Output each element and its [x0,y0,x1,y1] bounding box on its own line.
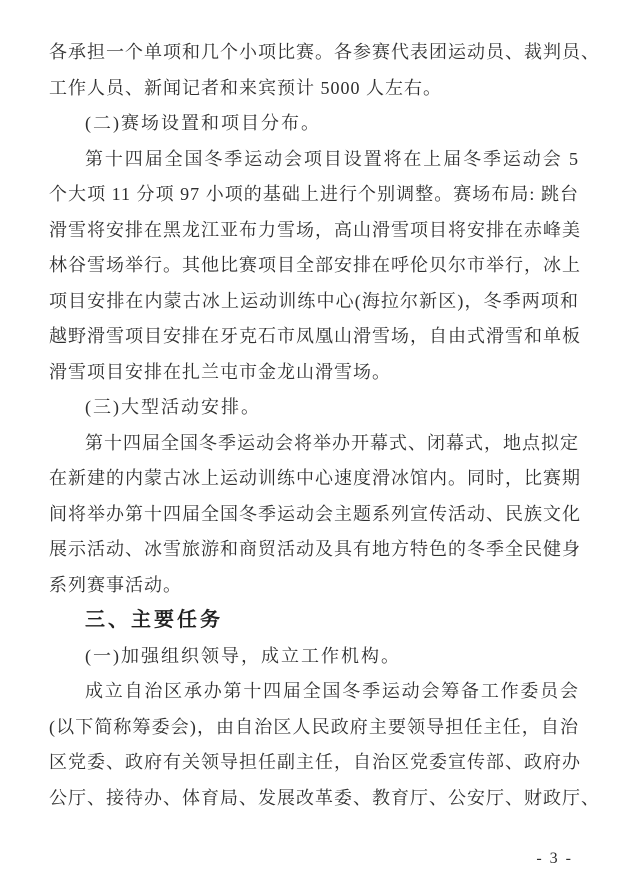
text-line: 间将举办第十四届全国冬季运动会主题系列宣传活动、民族文化 [49,503,581,524]
text-line: (以下简称筹委会)，由自治区人民政府主要领导担任主任，自治 [49,716,579,737]
text-line: 区党委、政府有关领导担任副主任，自治区党委宣传部、政府办 [49,752,581,772]
text-line: 林谷雪场举行。其他比赛项目全部安排在呼伦贝尔市举行，冰上 [49,255,581,275]
section-heading-2: 三、主要任务 [85,609,223,631]
section-heading-3: (三)大型活动安排。 [85,397,261,417]
text-line: 系列赛事活动。 [49,574,182,595]
section-heading-3: (一)加强组织领导，成立工作机构。 [85,645,401,666]
document-body [49,35,600,816]
text-line: 越野滑雪项目安排在牙克石市凤凰山滑雪场，自由式滑雪和单板 [49,326,581,346]
section-heading-3: (二)赛场设置和项目分布。 [85,113,321,133]
text-line: 项目安排在内蒙古冰上运动训练中心(海拉尔新区)，冬季两项和 [49,290,579,311]
text-line: 展示活动、冰雪旅游和商贸活动及具有地方特色的冬季全民健身 [49,539,581,559]
text-line: 公厅、接待办、体育局、发展改革委、教育厅、公安厅、财政厅、 [49,787,600,808]
text-line: 个大项 11 分项 97 小项的基础上进行个别调整。赛场布局: 跳台 [49,184,579,204]
text-line: 各承担一个单项和几个小项比赛。各参赛代表团运动员、裁判员、 [49,42,600,62]
text-line: 滑雪将安排在黑龙江亚布力雪场，高山滑雪项目将安排在赤峰美 [49,219,581,240]
text-line: 成立自治区承办第十四届全国冬季运动会筹备工作委员会 [85,681,579,701]
text-line: 滑雪项目安排在扎兰屯市金龙山滑雪场。 [49,361,391,382]
text-line: 在新建的内蒙古冰上运动训练中心速度滑冰馆内。同时，比赛期 [49,468,581,488]
text-line: 第十四届全国冬季运动会将举办开幕式、闭幕式，地点拟定 [85,432,579,453]
text-line: 工作人员、新闻记者和来宾预计 5000 人左右。 [49,77,442,98]
page-number: - 3 - [536,850,573,867]
text-line: 第十四届全国冬季运动会项目设置将在上届冬季运动会 5 [85,148,579,169]
